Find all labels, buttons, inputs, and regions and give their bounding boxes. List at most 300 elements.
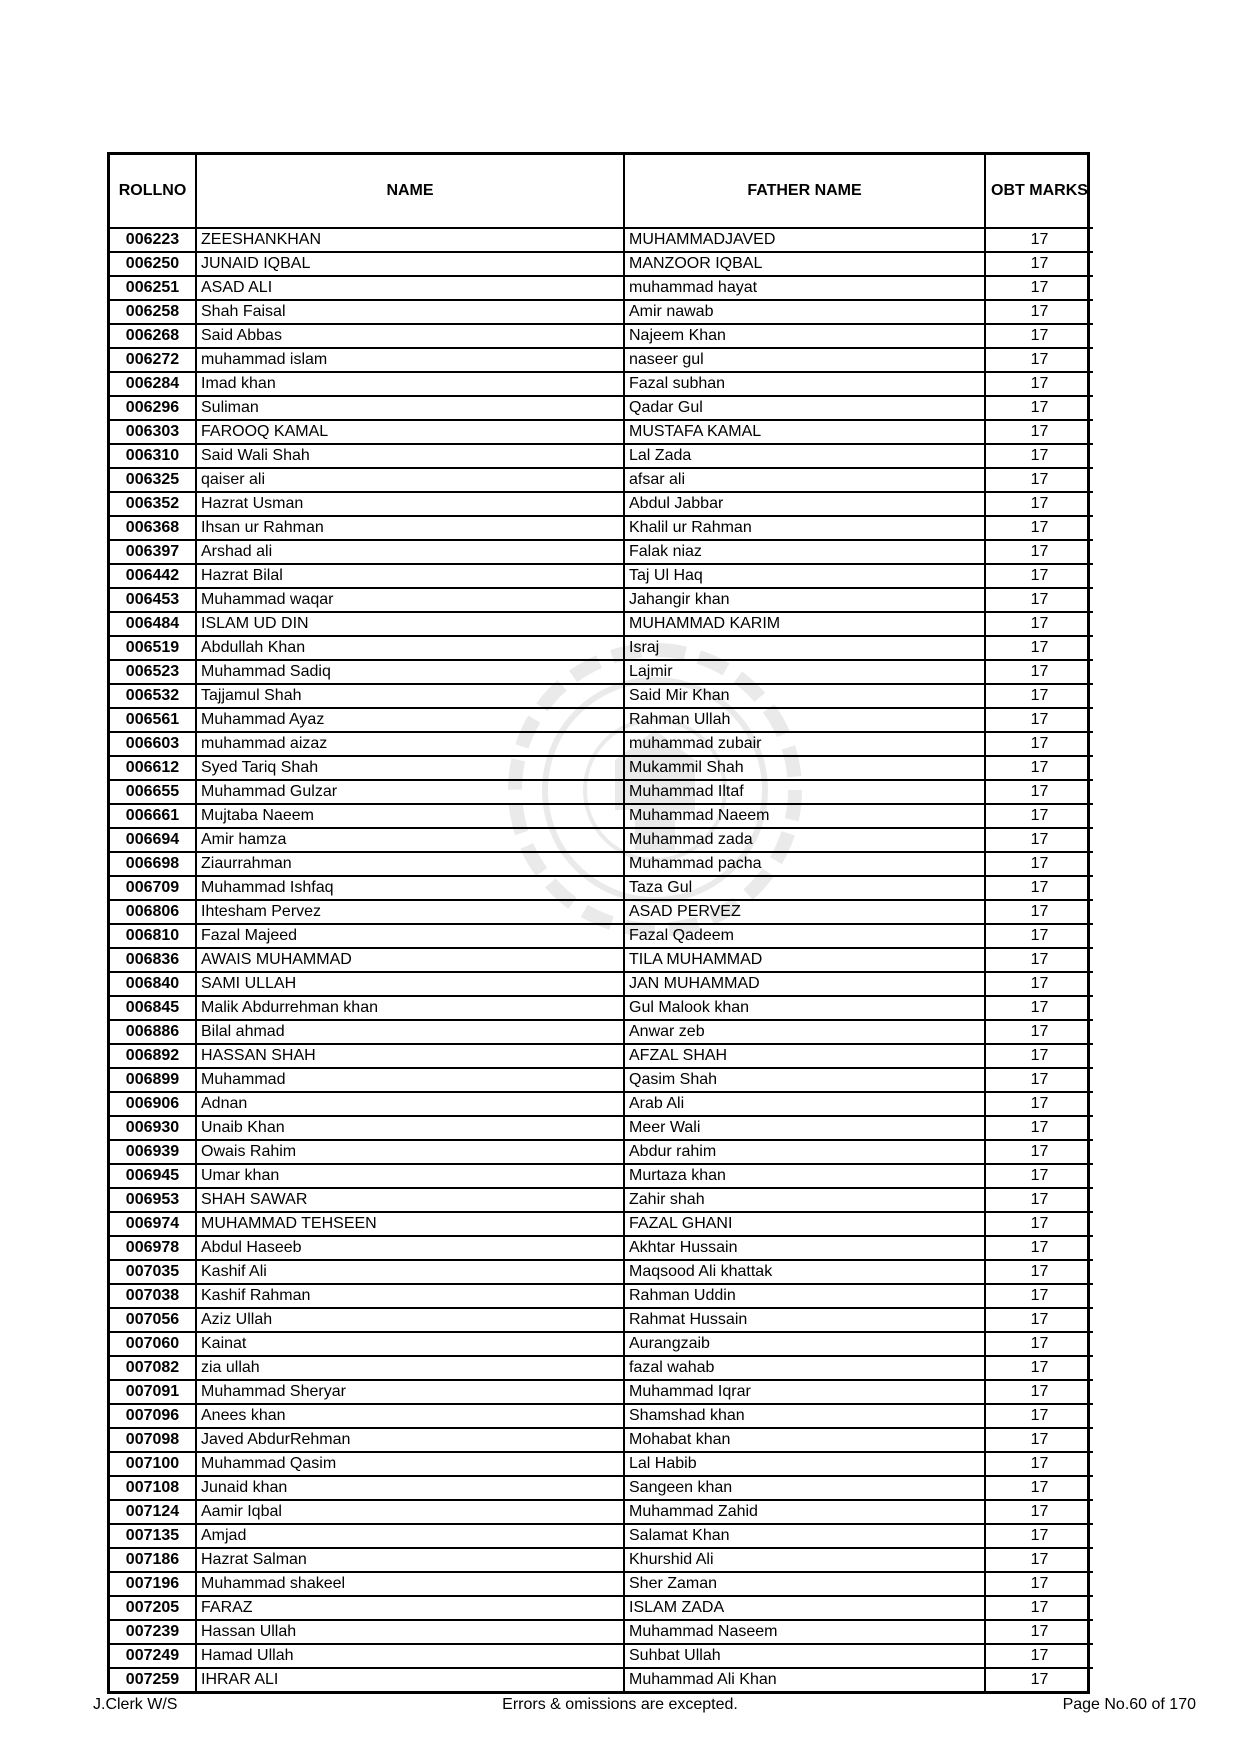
rollno-cell: 006945 (110, 1164, 196, 1188)
obt-marks-cell: 17 (985, 804, 1093, 828)
table-row (110, 1620, 1093, 1644)
name-cell: Said Wali Shah (196, 444, 624, 468)
table-row (110, 444, 1093, 468)
name-cell: Mujtaba Naeem (196, 804, 624, 828)
name-cell: Hazrat Bilal (196, 564, 624, 588)
table-row (110, 420, 1093, 444)
name-cell: Junaid khan (196, 1476, 624, 1500)
obt-marks-cell: 17 (985, 636, 1093, 660)
table-row (110, 492, 1093, 516)
name-cell: ASAD ALI (196, 276, 624, 300)
table-row (110, 660, 1093, 684)
father-name-cell: JAN MUHAMMAD (624, 972, 985, 996)
rollno-cell: 006698 (110, 852, 196, 876)
obt-marks-cell: 17 (985, 732, 1093, 756)
table-row (110, 996, 1093, 1020)
father-name-cell: Muhammad Naseem (624, 1620, 985, 1644)
rollno-cell: 007239 (110, 1620, 196, 1644)
name-cell: IHRAR ALI (196, 1668, 624, 1691)
rollno-cell: 006603 (110, 732, 196, 756)
rollno-cell: 007259 (110, 1668, 196, 1691)
rollno-cell: 006899 (110, 1068, 196, 1092)
rollno-cell: 006325 (110, 468, 196, 492)
name-cell: Muhammad Ishfaq (196, 876, 624, 900)
obt-marks-cell: 17 (985, 1620, 1093, 1644)
obt-marks-cell: 17 (985, 324, 1093, 348)
rollno-cell: 007205 (110, 1596, 196, 1620)
table-row (110, 324, 1093, 348)
name-cell: Adnan (196, 1092, 624, 1116)
father-name-cell: Najeem Khan (624, 324, 985, 348)
rollno-cell: 007135 (110, 1524, 196, 1548)
obt-marks-cell: 17 (985, 1380, 1093, 1404)
name-cell: FARAZ (196, 1596, 624, 1620)
father-name-cell: Qasim Shah (624, 1068, 985, 1092)
father-name-cell: Muhammad Iltaf (624, 780, 985, 804)
name-cell: Owais Rahim (196, 1140, 624, 1164)
name-cell: ZEESHANKHAN (196, 228, 624, 252)
name-cell: Muhammad Ayaz (196, 708, 624, 732)
table-row (110, 900, 1093, 924)
table-row (110, 972, 1093, 996)
father-name-cell: Khalil ur Rahman (624, 516, 985, 540)
obt-marks-cell: 17 (985, 1428, 1093, 1452)
rollno-cell: 006953 (110, 1188, 196, 1212)
name-cell: Unaib Khan (196, 1116, 624, 1140)
father-name-cell: Arab Ali (624, 1092, 985, 1116)
obt-marks-cell: 17 (985, 1020, 1093, 1044)
father-name-cell: MUSTAFA KAMAL (624, 420, 985, 444)
header-obt-marks: OBT MARKS (985, 155, 1093, 228)
table-row (110, 1596, 1093, 1620)
rollno-cell: 006397 (110, 540, 196, 564)
name-cell: ISLAM UD DIN (196, 612, 624, 636)
obt-marks-cell: 17 (985, 396, 1093, 420)
rollno-cell: 006442 (110, 564, 196, 588)
name-cell: HASSAN SHAH (196, 1044, 624, 1068)
obt-marks-cell: 17 (985, 1452, 1093, 1476)
obt-marks-cell: 17 (985, 900, 1093, 924)
table-row (110, 1548, 1093, 1572)
rollno-cell: 007038 (110, 1284, 196, 1308)
obt-marks-cell: 17 (985, 1476, 1093, 1500)
table-row (110, 1044, 1093, 1068)
rollno-cell: 007060 (110, 1332, 196, 1356)
name-cell: Bilal ahmad (196, 1020, 624, 1044)
table-row (110, 300, 1093, 324)
father-name-cell: Amir nawab (624, 300, 985, 324)
table-row (110, 252, 1093, 276)
table-row (110, 636, 1093, 660)
footer-disclaimer: Errors & omissions are excepted. (502, 1696, 738, 1713)
rollno-cell: 006368 (110, 516, 196, 540)
father-name-cell: Khurshid Ali (624, 1548, 985, 1572)
obt-marks-cell: 17 (985, 876, 1093, 900)
father-name-cell: Suhbat Ullah (624, 1644, 985, 1668)
table-row (110, 876, 1093, 900)
table-row (110, 708, 1093, 732)
table-row (110, 228, 1093, 252)
rollno-cell: 006845 (110, 996, 196, 1020)
rollno-cell: 006978 (110, 1236, 196, 1260)
name-cell: muhammad islam (196, 348, 624, 372)
table-row (110, 564, 1093, 588)
name-cell: AWAIS MUHAMMAD (196, 948, 624, 972)
rollno-cell: 006939 (110, 1140, 196, 1164)
table-row (110, 804, 1093, 828)
results-table-container (107, 152, 1090, 1694)
father-name-cell: Falak niaz (624, 540, 985, 564)
rollno-cell: 006655 (110, 780, 196, 804)
table-row (110, 1212, 1093, 1236)
name-cell: Said Abbas (196, 324, 624, 348)
obt-marks-cell: 17 (985, 684, 1093, 708)
obt-marks-cell: 17 (985, 1116, 1093, 1140)
father-name-cell: TILA MUHAMMAD (624, 948, 985, 972)
father-name-cell: Abdul Jabbar (624, 492, 985, 516)
obt-marks-cell: 17 (985, 1212, 1093, 1236)
table-row (110, 1236, 1093, 1260)
rollno-cell: 006250 (110, 252, 196, 276)
rollno-cell: 007100 (110, 1452, 196, 1476)
obt-marks-cell: 17 (985, 1548, 1093, 1572)
obt-marks-cell: 17 (985, 228, 1093, 252)
table-row (110, 1452, 1093, 1476)
table-row (110, 372, 1093, 396)
table-row (110, 684, 1093, 708)
rollno-cell: 006258 (110, 300, 196, 324)
name-cell: Aziz Ullah (196, 1308, 624, 1332)
name-cell: Shah Faisal (196, 300, 624, 324)
rollno-cell: 007035 (110, 1260, 196, 1284)
obt-marks-cell: 17 (985, 1356, 1093, 1380)
rollno-cell: 006484 (110, 612, 196, 636)
obt-marks-cell: 17 (985, 828, 1093, 852)
rollno-cell: 006272 (110, 348, 196, 372)
footer-clerk: J.Clerk W/S (93, 1696, 178, 1713)
name-cell: Kashif Rahman (196, 1284, 624, 1308)
rollno-cell: 006906 (110, 1092, 196, 1116)
obt-marks-cell: 17 (985, 948, 1093, 972)
table-row (110, 1020, 1093, 1044)
obt-marks-cell: 17 (985, 1236, 1093, 1260)
father-name-cell: Zahir shah (624, 1188, 985, 1212)
name-cell: SHAH SAWAR (196, 1188, 624, 1212)
table-row (110, 1524, 1093, 1548)
obt-marks-cell: 17 (985, 1164, 1093, 1188)
obt-marks-cell: 17 (985, 1596, 1093, 1620)
father-name-cell: AFZAL SHAH (624, 1044, 985, 1068)
rollno-cell: 007098 (110, 1428, 196, 1452)
table-row (110, 732, 1093, 756)
father-name-cell: MANZOOR IQBAL (624, 252, 985, 276)
name-cell: Ihsan ur Rahman (196, 516, 624, 540)
obt-marks-cell: 17 (985, 1572, 1093, 1596)
table-row (110, 468, 1093, 492)
name-cell: Abdullah Khan (196, 636, 624, 660)
name-cell: Muhammad Sadiq (196, 660, 624, 684)
table-row (110, 1500, 1093, 1524)
rollno-cell: 006836 (110, 948, 196, 972)
obt-marks-cell: 17 (985, 852, 1093, 876)
table-row (110, 1380, 1093, 1404)
rollno-cell: 006296 (110, 396, 196, 420)
obt-marks-cell: 17 (985, 1500, 1093, 1524)
rollno-cell: 007124 (110, 1500, 196, 1524)
rollno-cell: 007196 (110, 1572, 196, 1596)
father-name-cell: Taza Gul (624, 876, 985, 900)
rollno-cell: 006612 (110, 756, 196, 780)
father-name-cell: muhammad hayat (624, 276, 985, 300)
rollno-cell: 006223 (110, 228, 196, 252)
obt-marks-cell: 17 (985, 612, 1093, 636)
rollno-cell: 006810 (110, 924, 196, 948)
table-row (110, 1308, 1093, 1332)
obt-marks-cell: 17 (985, 1092, 1093, 1116)
name-cell: Hazrat Usman (196, 492, 624, 516)
father-name-cell: Sher Zaman (624, 1572, 985, 1596)
obt-marks-cell: 17 (985, 1308, 1093, 1332)
table-row (110, 540, 1093, 564)
table-row (110, 588, 1093, 612)
table-row (110, 612, 1093, 636)
obt-marks-cell: 17 (985, 660, 1093, 684)
father-name-cell: Taj Ul Haq (624, 564, 985, 588)
rollno-cell: 007108 (110, 1476, 196, 1500)
table-row (110, 1356, 1093, 1380)
name-cell: Muhammad Sheryar (196, 1380, 624, 1404)
rollno-cell: 006694 (110, 828, 196, 852)
name-cell: Imad khan (196, 372, 624, 396)
table-row (110, 1476, 1093, 1500)
father-name-cell: MUHAMMAD KARIM (624, 612, 985, 636)
table-row (110, 1188, 1093, 1212)
obt-marks-cell: 17 (985, 1044, 1093, 1068)
rollno-cell: 007249 (110, 1644, 196, 1668)
name-cell: Kainat (196, 1332, 624, 1356)
father-name-cell: Salamat Khan (624, 1524, 985, 1548)
rollno-cell: 006519 (110, 636, 196, 660)
name-cell: Muhammad Qasim (196, 1452, 624, 1476)
name-cell: Kashif Ali (196, 1260, 624, 1284)
name-cell: Suliman (196, 396, 624, 420)
table-row (110, 1284, 1093, 1308)
father-name-cell: Rahman Ullah (624, 708, 985, 732)
name-cell: Amjad (196, 1524, 624, 1548)
header-father-name: FATHER NAME (624, 155, 985, 228)
obt-marks-cell: 17 (985, 492, 1093, 516)
table-row (110, 1260, 1093, 1284)
obt-marks-cell: 17 (985, 1332, 1093, 1356)
name-cell: JUNAID IQBAL (196, 252, 624, 276)
table-row (110, 756, 1093, 780)
table-row (110, 1116, 1093, 1140)
name-cell: Aamir Iqbal (196, 1500, 624, 1524)
table-body (110, 228, 1093, 1691)
rollno-cell: 006284 (110, 372, 196, 396)
father-name-cell: Fazal subhan (624, 372, 985, 396)
father-name-cell: Said Mir Khan (624, 684, 985, 708)
obt-marks-cell: 17 (985, 300, 1093, 324)
name-cell: Muhammad shakeel (196, 1572, 624, 1596)
name-cell: Syed Tariq Shah (196, 756, 624, 780)
obt-marks-cell: 17 (985, 924, 1093, 948)
name-cell: zia ullah (196, 1356, 624, 1380)
father-name-cell: Lal Zada (624, 444, 985, 468)
rollno-cell: 006974 (110, 1212, 196, 1236)
name-cell: Abdul Haseeb (196, 1236, 624, 1260)
obt-marks-cell: 17 (985, 972, 1093, 996)
name-cell: Malik Abdurrehman khan (196, 996, 624, 1020)
name-cell: Hassan Ullah (196, 1620, 624, 1644)
father-name-cell: Muhammad Naeem (624, 804, 985, 828)
father-name-cell: Abdur rahim (624, 1140, 985, 1164)
obt-marks-cell: 17 (985, 1404, 1093, 1428)
table-row (110, 276, 1093, 300)
name-cell: Ihtesham Pervez (196, 900, 624, 924)
rollno-cell: 006303 (110, 420, 196, 444)
table-row (110, 924, 1093, 948)
father-name-cell: Meer Wali (624, 1116, 985, 1140)
table-row (110, 948, 1093, 972)
father-name-cell: afsar ali (624, 468, 985, 492)
rollno-cell: 006268 (110, 324, 196, 348)
name-cell: muhammad aizaz (196, 732, 624, 756)
father-name-cell: ISLAM ZADA (624, 1596, 985, 1620)
obt-marks-cell: 17 (985, 996, 1093, 1020)
name-cell: Hamad Ullah (196, 1644, 624, 1668)
father-name-cell: Fazal Qadeem (624, 924, 985, 948)
rollno-cell: 006892 (110, 1044, 196, 1068)
father-name-cell: ASAD PERVEZ (624, 900, 985, 924)
rollno-cell: 006709 (110, 876, 196, 900)
obt-marks-cell: 17 (985, 1524, 1093, 1548)
header-name: NAME (196, 155, 624, 228)
header-rollno: ROLLNO (110, 155, 196, 228)
obt-marks-cell: 17 (985, 420, 1093, 444)
obt-marks-cell: 17 (985, 588, 1093, 612)
name-cell: Muhammad Gulzar (196, 780, 624, 804)
rollno-cell: 006453 (110, 588, 196, 612)
table-row (110, 852, 1093, 876)
father-name-cell: Murtaza khan (624, 1164, 985, 1188)
name-cell: qaiser ali (196, 468, 624, 492)
name-cell: Amir hamza (196, 828, 624, 852)
father-name-cell: Mukammil Shah (624, 756, 985, 780)
father-name-cell: Maqsood Ali khattak (624, 1260, 985, 1284)
table-row (110, 1428, 1093, 1452)
obt-marks-cell: 17 (985, 708, 1093, 732)
obt-marks-cell: 17 (985, 1284, 1093, 1308)
father-name-cell: Rahman Uddin (624, 1284, 985, 1308)
father-name-cell: Lajmir (624, 660, 985, 684)
father-name-cell: Gul Malook khan (624, 996, 985, 1020)
table-header-row (110, 155, 1093, 228)
table-row (110, 1068, 1093, 1092)
rollno-cell: 006561 (110, 708, 196, 732)
obt-marks-cell: 17 (985, 1260, 1093, 1284)
father-name-cell: Muhammad Iqrar (624, 1380, 985, 1404)
name-cell: MUHAMMAD TEHSEEN (196, 1212, 624, 1236)
obt-marks-cell: 17 (985, 540, 1093, 564)
father-name-cell: Muhammad Zahid (624, 1500, 985, 1524)
rollno-cell: 006840 (110, 972, 196, 996)
name-cell: Javed AbdurRehman (196, 1428, 624, 1452)
obt-marks-cell: 17 (985, 756, 1093, 780)
rollno-cell: 006532 (110, 684, 196, 708)
results-table (110, 155, 1093, 1691)
obt-marks-cell: 17 (985, 468, 1093, 492)
father-name-cell: Israj (624, 636, 985, 660)
father-name-cell: FAZAL GHANI (624, 1212, 985, 1236)
name-cell: Tajjamul Shah (196, 684, 624, 708)
rollno-cell: 006930 (110, 1116, 196, 1140)
rollno-cell: 006310 (110, 444, 196, 468)
rollno-cell: 006251 (110, 276, 196, 300)
table-row (110, 1164, 1093, 1188)
rollno-cell: 007091 (110, 1380, 196, 1404)
obt-marks-cell: 17 (985, 1644, 1093, 1668)
table-row (110, 516, 1093, 540)
obt-marks-cell: 17 (985, 276, 1093, 300)
father-name-cell: Shamshad khan (624, 1404, 985, 1428)
obt-marks-cell: 17 (985, 564, 1093, 588)
obt-marks-cell: 17 (985, 1068, 1093, 1092)
table-row (110, 1644, 1093, 1668)
rollno-cell: 006661 (110, 804, 196, 828)
obt-marks-cell: 17 (985, 1140, 1093, 1164)
obt-marks-cell: 17 (985, 780, 1093, 804)
name-cell: Fazal Majeed (196, 924, 624, 948)
father-name-cell: Muhammad Ali Khan (624, 1668, 985, 1691)
father-name-cell: Lal Habib (624, 1452, 985, 1476)
obt-marks-cell: 17 (1030, 1671, 1049, 1688)
name-cell: Umar khan (196, 1164, 624, 1188)
table-row (110, 348, 1093, 372)
father-name-cell: Akhtar Hussain (624, 1236, 985, 1260)
father-name-cell: Rahmat Hussain (624, 1308, 985, 1332)
father-name-cell: Muhammad pacha (624, 852, 985, 876)
name-cell: SAMI ULLAH (196, 972, 624, 996)
name-cell: FAROOQ KAMAL (196, 420, 624, 444)
father-name-cell: fazal wahab (624, 1356, 985, 1380)
obt-marks-cell: 17 (985, 348, 1093, 372)
rollno-cell: 006523 (110, 660, 196, 684)
rollno-cell: 006352 (110, 492, 196, 516)
father-name-cell: MUHAMMADJAVED (624, 228, 985, 252)
rollno-cell: 006886 (110, 1020, 196, 1044)
name-cell: Arshad ali (196, 540, 624, 564)
obt-marks-cell: 17 (985, 372, 1093, 396)
father-name-cell: naseer gul (624, 348, 985, 372)
father-name-cell: Anwar zeb (624, 1020, 985, 1044)
footer-page-number: Page No.60 of 170 (1062, 1696, 1196, 1713)
father-name-cell: Qadar Gul (624, 396, 985, 420)
father-name-cell: Jahangir khan (624, 588, 985, 612)
father-name-cell: muhammad zubair (624, 732, 985, 756)
father-name-cell: Muhammad zada (624, 828, 985, 852)
rollno-cell: 006806 (110, 900, 196, 924)
obt-marks-cell: 17 (985, 516, 1093, 540)
table-row (110, 1572, 1093, 1596)
rollno-cell: 007056 (110, 1308, 196, 1332)
obt-marks-cell: 17 (985, 1188, 1093, 1212)
rollno-cell: 007186 (110, 1548, 196, 1572)
table-row (110, 1140, 1093, 1164)
table-row (110, 1332, 1093, 1356)
table-row (110, 780, 1093, 804)
father-name-cell: Aurangzaib (624, 1332, 985, 1356)
